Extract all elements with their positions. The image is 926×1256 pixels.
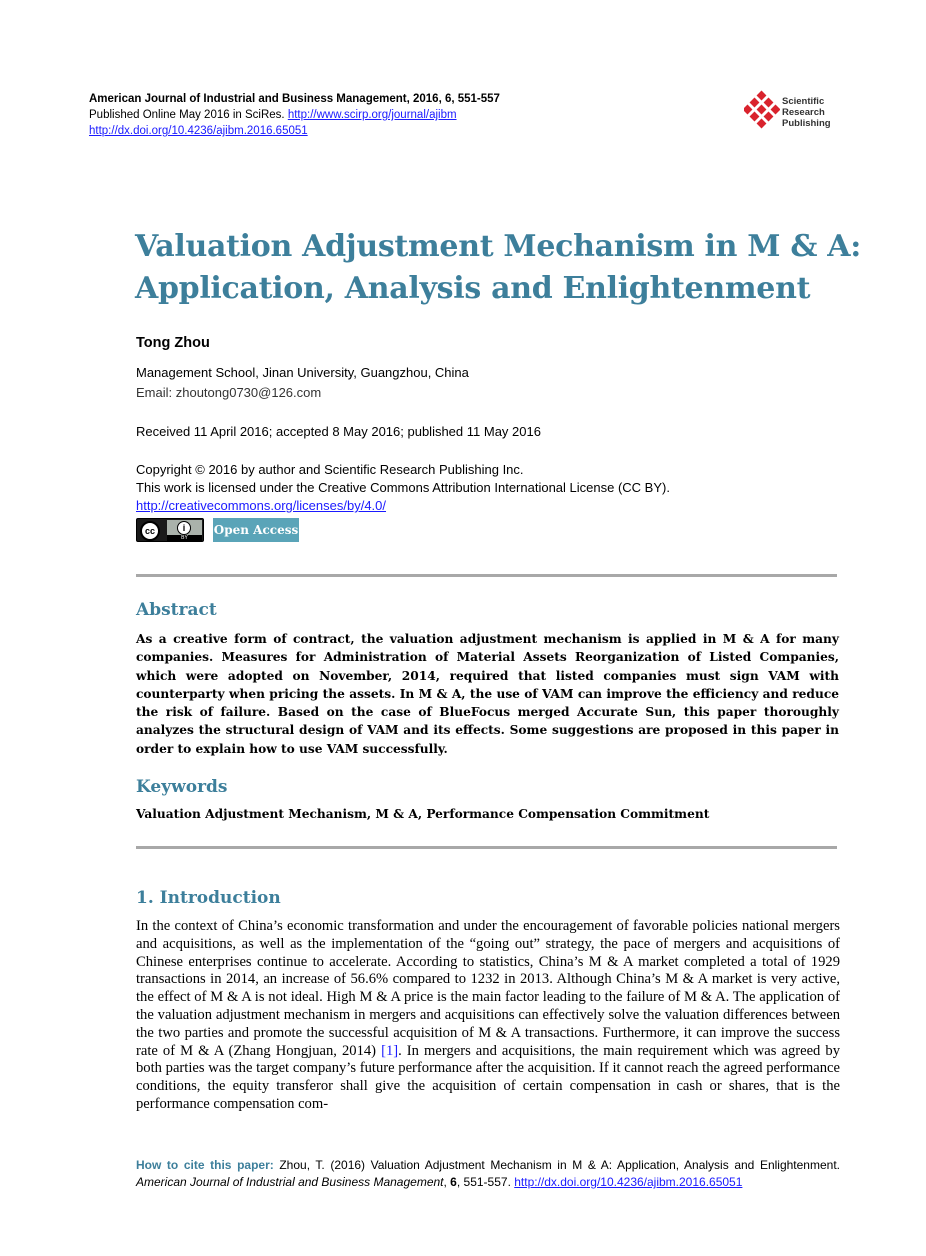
cc-icon: cc [140, 521, 160, 541]
logo-line-1: Scientific [782, 96, 825, 107]
cite-journal: American Journal of Industrial and Business Management [136, 1175, 444, 1189]
title-line-2: Application, Analysis and Enlightenment [135, 271, 811, 306]
cc-by-badge[interactable] [136, 518, 204, 542]
how-to-cite [136, 1157, 840, 1191]
logo-line-3: Publishing [782, 118, 831, 129]
introduction-heading: 1. Introduction [136, 888, 281, 908]
copyright-block [136, 461, 836, 515]
author-name: Tong Zhou [136, 335, 210, 351]
abstract-heading: Abstract [136, 600, 217, 620]
publisher-logo-text [782, 96, 831, 129]
publisher-logo [744, 90, 844, 134]
license-line: This work is licensed under the Creative Commons Attribution International License (CC BY). [136, 480, 670, 495]
by-label: BY [167, 535, 202, 541]
author-email: Email: zhoutong0730@126.com [136, 385, 322, 400]
divider-bottom [136, 846, 837, 849]
divider-top [136, 574, 837, 577]
author-affiliation: Management School, Jinan University, Guangzhou, China [136, 365, 469, 380]
publication-dates: Received 11 April 2016; accepted 8 May 2016; published 11 May 2016 [136, 424, 541, 439]
keywords-text: Valuation Adjustment Mechanism, M & A, Performance Compensation Commitment [136, 807, 710, 821]
published-line [89, 107, 649, 123]
journal-header [89, 91, 649, 139]
publisher-logo-mark-icon [744, 90, 780, 134]
journal-url-link[interactable]: http://www.scirp.org/journal/ajibm [287, 109, 457, 121]
intro-text-part-1: In the context of China’s economic transformation and under the encouragement of favorable policies national mergers and acquisitions, as well as the implementation of the “going out” strategy, the pace of mergers and acquisitions of Chinese enterprises continue to accelerate. According to statistics, China’s M & A market completed a total of 1929 transactions in 2014, an increase of 56.6% compared to 1232 in 2013. Although China’s M & A market is very active, the effect of M & A is not ideal. High M & A price is the main factor leading to the failure of M & A. The application of the valuation adjustment mechanism in mergers and acquisitions can effectively solve the valuation differences between the two parties and promote the successful acquisition of M & A transactions. Furthermore, it can improve the success rate of M & A (Zhang Hongjuan, 2014) [136, 918, 840, 1059]
paper-title [135, 226, 862, 310]
cite-label: How to cite this paper: [136, 1158, 274, 1172]
journal-line: American Journal of Industrial and Business Management, 2016, 6, 551-557 [89, 93, 500, 105]
cite-pages: , 551-557. [456, 1175, 515, 1189]
copyright-line: Copyright © 2016 by author and Scientific Research Publishing Inc. [136, 462, 524, 477]
intro-text-part-2: . In mergers and acquisitions, the main requirement which was agreed by both parties was the target company’s future performance after the acquisition. If it cannot reach the agreed performance conditions, the equity transferor shall give the acquisition of certain compensation in cash or shares, that is the performance compensation com- [136, 1042, 840, 1112]
attribution-person-icon: i [177, 521, 191, 535]
abstract-text: As a creative form of contract, the valuation adjustment mechanism is applied in M & A for many companies. Measures for Administration of Material Assets Reorganization of Listed Companies, which were adopted on November, 2014, required that listed companies must sign VAM with counterparty when pricing the assets. In M & A, the use of VAM can improve the efficiency and reduce the risk of failure. Based on the case of BlueFocus merged Accurate Sun, this paper thoroughly analyzes the structural design of VAM and its effects. Some suggestions are proposed in this paper in order to explain how to use VAM successfully. [136, 632, 839, 756]
by-icon [167, 520, 202, 541]
cite-doi-link[interactable]: http://dx.doi.org/10.4236/ajibm.2016.65051 [514, 1175, 743, 1189]
reference-link[interactable]: [1] [381, 1042, 399, 1059]
doi-link[interactable]: http://dx.doi.org/10.4236/ajibm.2016.65051 [89, 125, 308, 137]
introduction-text [136, 918, 840, 1114]
keywords-heading: Keywords [136, 777, 228, 797]
license-link[interactable]: http://creativecommons.org/licenses/by/4.0/ [136, 498, 387, 513]
open-access-badge: Open Access [213, 518, 299, 542]
cite-text: Zhou, T. (2016) Valuation Adjustment Mechanism in M & A: Application, Analysis and Enlightenment. [273, 1158, 840, 1172]
cite-volume: 6 [450, 1175, 457, 1189]
published-text: Published Online May 2016 in SciRes. [89, 109, 288, 121]
title-line-1: Valuation Adjustment Mechanism in M & A: [135, 229, 862, 264]
logo-line-2: Research [782, 107, 825, 118]
cite-volume-sep: , [443, 1175, 451, 1189]
